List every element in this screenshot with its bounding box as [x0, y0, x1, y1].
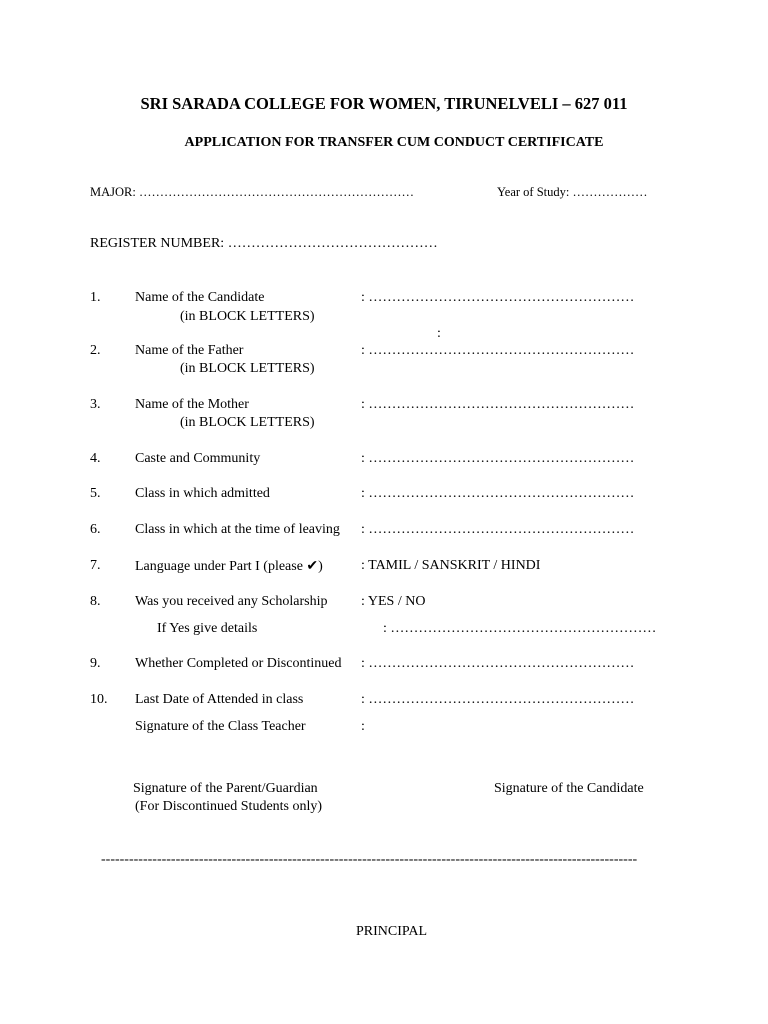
- principal-label: PRINCIPAL: [356, 924, 428, 939]
- item-sublabel: If Yes give details: [157, 621, 258, 636]
- dashed-divider: -------------------------------------------------------------------------------------------------------------------: [101, 852, 638, 867]
- register-dots: ………………………………………: [227, 236, 438, 251]
- scholarship-choice[interactable]: : YES / NO: [361, 594, 426, 609]
- item-label: Class in which at the time of leaving: [135, 522, 340, 537]
- candidate-signature-label: Signature of the Candidate: [494, 781, 644, 796]
- register-label: REGISTER NUMBER:: [90, 236, 225, 251]
- stray-colon: :: [437, 326, 441, 341]
- item-label: Language under Part I (please ✔): [135, 559, 323, 574]
- college-title: SRI SARADA COLLEGE FOR WOMEN, TIRUNELVELI – 627 011: [140, 94, 628, 113]
- item-sublabel: (in BLOCK LETTERS): [180, 309, 315, 324]
- class-teacher-signature-field[interactable]: :: [361, 719, 365, 734]
- year-dots: ………………: [572, 185, 648, 199]
- item-sublabel: (in BLOCK LETTERS): [180, 361, 315, 376]
- class-leaving-field[interactable]: : …………………………………………………: [361, 522, 635, 537]
- parent-signature-label: Signature of the Parent/Guardian: [133, 781, 318, 796]
- item-number: 8.: [90, 594, 101, 609]
- form-title: APPLICATION FOR TRANSFER CUM CONDUCT CERTIFICATE: [184, 135, 604, 150]
- class-teacher-signature-label: Signature of the Class Teacher: [135, 719, 306, 734]
- item-number: 5.: [90, 486, 101, 501]
- caste-community-field[interactable]: : …………………………………………………: [361, 451, 635, 466]
- parent-signature-note: (For Discontinued Students only): [135, 799, 323, 814]
- item-number: 7.: [90, 558, 101, 573]
- item-label: Caste and Community: [135, 451, 261, 466]
- item-number: 10.: [90, 692, 108, 707]
- candidate-name-field[interactable]: : …………………………………………………: [361, 290, 635, 305]
- item-label: Name of the Mother: [135, 397, 249, 412]
- item-number: 6.: [90, 522, 101, 537]
- item-label: Last Date of Attended in class: [135, 692, 304, 707]
- item-label: Class in which admitted: [135, 486, 270, 501]
- major-field[interactable]: [90, 185, 414, 200]
- mother-name-field[interactable]: : …………………………………………………: [361, 397, 635, 412]
- completion-status-field[interactable]: : …………………………………………………: [361, 656, 635, 671]
- item-number: 3.: [90, 397, 101, 412]
- item-label: Name of the Candidate: [135, 290, 265, 305]
- item-number: 4.: [90, 451, 101, 466]
- year-of-study-field[interactable]: [497, 185, 647, 200]
- register-number-field[interactable]: [90, 236, 438, 252]
- scholarship-details-field[interactable]: : …………………………………………………: [383, 621, 657, 636]
- item-label: Name of the Father: [135, 343, 244, 358]
- item-number: 2.: [90, 343, 101, 358]
- major-dots: …………………………………………………………: [138, 185, 414, 199]
- item-sublabel: (in BLOCK LETTERS): [180, 415, 315, 430]
- class-admitted-field[interactable]: : …………………………………………………: [361, 486, 635, 501]
- language-choice[interactable]: : TAMIL / SANSKRIT / HINDI: [361, 558, 541, 573]
- item-label: Whether Completed or Discontinued: [135, 656, 342, 671]
- item-label: Was you received any Scholarship: [135, 594, 328, 609]
- major-label: MAJOR:: [90, 185, 136, 199]
- item-number: 9.: [90, 656, 101, 671]
- last-date-field[interactable]: : …………………………………………………: [361, 692, 635, 707]
- item-number: 1.: [90, 290, 101, 305]
- father-name-field[interactable]: : …………………………………………………: [361, 343, 635, 358]
- year-label: Year of Study:: [497, 185, 570, 199]
